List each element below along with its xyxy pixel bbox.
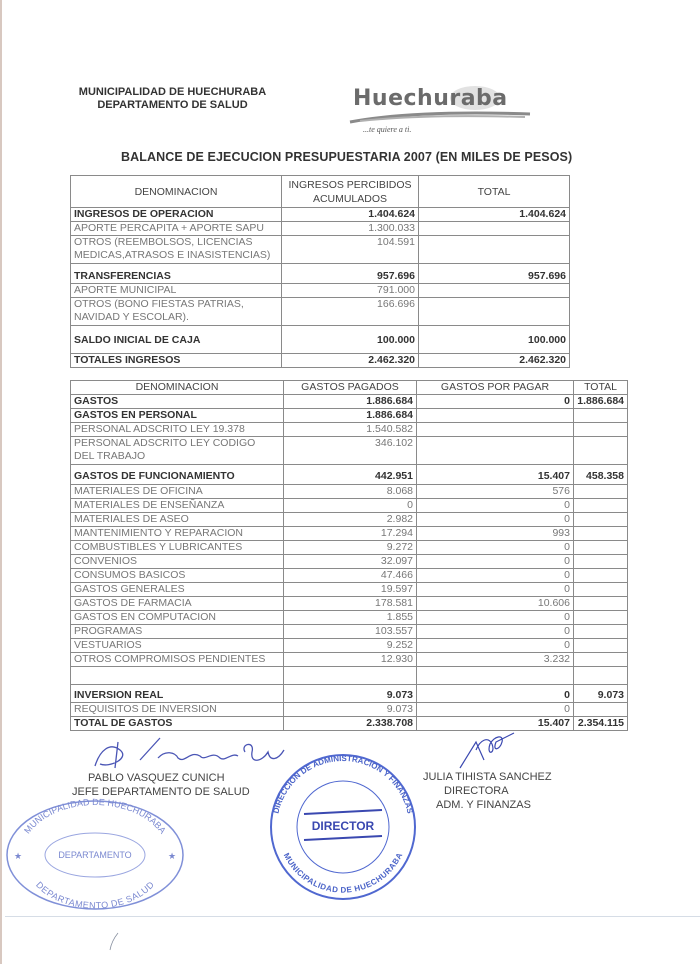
row-label-text: OTROS (REEMBOLSOS, LICENCIAS — [74, 236, 253, 248]
row-label-text: GASTOS GENERALES — [74, 583, 185, 595]
total-cell — [574, 499, 628, 513]
row-label-text: PERSONAL ADSCRITO LEY CODIGO — [74, 437, 256, 449]
percibidos-cell: 957.696 — [282, 264, 419, 284]
total-cell — [574, 555, 628, 569]
total-cell — [574, 527, 628, 541]
pagados-cell — [284, 667, 417, 685]
por-pagar-cell: 0 — [417, 703, 574, 717]
svg-text:DEPARTAMENTO DE SALUD — [34, 879, 156, 910]
row-label-text: APORTE PERCAPITA + APORTE SAPU — [74, 222, 264, 234]
svg-text:MUNICIPALIDAD DE HUECHURABA — [22, 798, 168, 836]
pen-mark — [108, 932, 120, 952]
column-header: INGRESOS PERCIBIDOS ACUMULADOS — [282, 176, 419, 208]
total-cell — [574, 569, 628, 583]
row-label-text-line2: DEL TRABAJO — [74, 450, 146, 462]
row-label-text: GASTOS — [74, 395, 119, 407]
total-cell: 1.886.684 — [574, 395, 628, 409]
total-cell: 9.073 — [574, 685, 628, 703]
row-label-text-line2: MEDICAS,ATRASOS E INASISTENCIAS) — [74, 249, 271, 261]
stamp-director-label: DIRECTOR — [311, 819, 375, 833]
row-label — [71, 597, 284, 611]
row-label-text: COMBUSTIBLES Y LUBRICANTES — [74, 541, 243, 553]
row-label-text: CONSUMOS BASICOS — [74, 569, 186, 581]
row-label-text: APORTE MUNICIPAL — [74, 284, 177, 296]
stamp-arc-top: MUNICIPALIDAD DE HUECHURABA — [22, 798, 168, 836]
gastos-row — [71, 541, 628, 555]
row-label — [71, 499, 284, 513]
stamp-arc-bottom: DEPARTAMENTO DE SALUD — [34, 879, 156, 911]
signer-left-name: PABLO VASQUEZ CUNICH — [88, 772, 225, 784]
signer-right-dept: ADM. Y FINANZAS — [436, 799, 531, 811]
row-label — [71, 236, 282, 264]
total-cell — [574, 485, 628, 499]
row-label — [71, 354, 282, 368]
ingresos-row — [71, 222, 570, 236]
org-header — [70, 86, 275, 112]
row-label — [71, 717, 284, 731]
row-label-text: PERSONAL ADSCRITO LEY 19.378 — [74, 423, 245, 435]
por-pagar-cell: 10.606 — [417, 597, 574, 611]
pagados-cell: 103.557 — [284, 625, 417, 639]
stamp-center-text: DEPARTAMENTO — [58, 850, 132, 860]
logo — [345, 82, 535, 137]
total-cell: 2.462.320 — [419, 354, 570, 368]
row-label — [71, 541, 284, 555]
row-label — [71, 298, 282, 326]
total-cell — [419, 222, 570, 236]
total-cell — [574, 653, 628, 667]
por-pagar-cell — [417, 423, 574, 437]
row-label-text: MATERIALES DE OFICINA — [74, 485, 203, 497]
row-label-text: VESTUARIOS — [74, 639, 142, 651]
row-label-text: INGRESOS DE OPERACION — [74, 208, 214, 220]
row-label — [71, 583, 284, 597]
row-label — [71, 653, 284, 667]
row-label — [71, 485, 284, 499]
por-pagar-cell: 0 — [417, 513, 574, 527]
director-stamp — [268, 742, 418, 912]
gastos-row — [71, 717, 628, 731]
percibidos-cell: 166.696 — [282, 298, 419, 326]
row-label-text: GASTOS EN COMPUTACION — [74, 611, 216, 623]
percibidos-cell: 104.591 — [282, 236, 419, 264]
percibidos-cell: 1.300.033 — [282, 222, 419, 236]
row-label — [71, 639, 284, 653]
total-cell — [574, 541, 628, 555]
row-label — [71, 409, 284, 423]
column-header: GASTOS PAGADOS — [284, 381, 417, 395]
row-label — [71, 264, 282, 284]
ingresos-row — [71, 208, 570, 222]
row-label — [71, 611, 284, 625]
row-label-text: TRANSFERENCIAS — [74, 270, 171, 282]
gastos-row — [71, 583, 628, 597]
por-pagar-cell: 0 — [417, 611, 574, 625]
pagados-cell: 178.581 — [284, 597, 417, 611]
row-label — [71, 284, 282, 298]
total-cell — [574, 437, 628, 465]
por-pagar-cell: 0 — [417, 541, 574, 555]
signer-left-role: JEFE DEPARTAMENTO DE SALUD — [72, 786, 250, 798]
gastos-row — [71, 409, 628, 423]
logo-tagline: ...te quiere a ti. — [363, 125, 412, 134]
column-header: DENOMINACION — [71, 381, 284, 395]
gastos-table — [70, 380, 628, 731]
stamp-arc-bottom: MUNICIPALIDAD DE HUECHURABA — [281, 851, 405, 895]
gastos-row — [71, 639, 628, 653]
pagados-cell: 2.982 — [284, 513, 417, 527]
row-label — [71, 437, 284, 465]
gastos-row — [71, 653, 628, 667]
pagados-cell: 1.886.684 — [284, 395, 417, 409]
row-label-text: OTROS (BONO FIESTAS PATRIAS, — [74, 298, 244, 310]
scan-artifact-line — [5, 916, 700, 917]
gastos-row — [71, 569, 628, 583]
row-label — [71, 395, 284, 409]
total-cell — [574, 639, 628, 653]
row-label-text: MATERIALES DE ASEO — [74, 513, 189, 525]
total-cell — [419, 298, 570, 326]
por-pagar-cell: 0 — [417, 583, 574, 597]
total-cell — [419, 284, 570, 298]
stamp-arc-top: DIRECCION DE ADMINISTRACION Y FINANZAS — [271, 753, 415, 815]
por-pagar-cell — [417, 437, 574, 465]
total-cell — [574, 513, 628, 527]
total-cell: 458.358 — [574, 465, 628, 485]
gastos-row — [71, 485, 628, 499]
row-label — [71, 703, 284, 717]
pagados-cell: 346.102 — [284, 437, 417, 465]
pagados-cell: 17.294 — [284, 527, 417, 541]
row-label-text: CONVENIOS — [74, 555, 138, 567]
page-title: BALANCE DE EJECUCION PRESUPUESTARIA 2007 (EN MILES DE PESOS) — [121, 150, 573, 164]
gastos-row — [71, 395, 628, 409]
total-cell — [574, 409, 628, 423]
gastos-row — [71, 465, 628, 485]
row-label-text: GASTOS DE FUNCIONAMIENTO — [74, 470, 235, 482]
signature-julia — [452, 732, 532, 770]
signer-right-name: JULIA TIHISTA SANCHEZ — [423, 771, 552, 783]
gastos-row — [71, 667, 628, 685]
pagados-cell: 9.073 — [284, 703, 417, 717]
por-pagar-cell: 0 — [417, 569, 574, 583]
total-cell — [574, 667, 628, 685]
row-label-text: GASTOS DE FARMACIA — [74, 597, 192, 609]
total-cell — [574, 625, 628, 639]
pagados-cell: 0 — [284, 499, 417, 513]
row-label-text: INVERSION REAL — [74, 689, 164, 701]
signer-right-role: DIRECTORA — [444, 785, 509, 797]
row-label-text: OTROS COMPROMISOS PENDIENTES — [74, 653, 266, 665]
logo-text: Huechuraba — [353, 86, 508, 111]
row-label — [71, 625, 284, 639]
pagados-cell: 9.073 — [284, 685, 417, 703]
por-pagar-cell: 0 — [417, 639, 574, 653]
row-label — [71, 569, 284, 583]
gastos-row — [71, 423, 628, 437]
ingresos-row — [71, 298, 570, 326]
gastos-header-row — [71, 381, 628, 395]
total-cell: 1.404.624 — [419, 208, 570, 222]
row-label-text: GASTOS EN PERSONAL — [74, 409, 197, 421]
por-pagar-cell: 0 — [417, 685, 574, 703]
gastos-row — [71, 685, 628, 703]
pagados-cell: 2.338.708 — [284, 717, 417, 731]
total-cell — [574, 583, 628, 597]
ingresos-row — [71, 354, 570, 368]
gastos-row — [71, 513, 628, 527]
row-label-text: REQUISITOS DE INVERSION — [74, 703, 217, 715]
total-cell — [574, 423, 628, 437]
total-cell — [574, 703, 628, 717]
pagados-cell: 442.951 — [284, 465, 417, 485]
gastos-row — [71, 555, 628, 569]
pagados-cell: 19.597 — [284, 583, 417, 597]
row-label — [71, 423, 284, 437]
pagados-cell: 47.466 — [284, 569, 417, 583]
pagados-cell: 1.886.684 — [284, 409, 417, 423]
por-pagar-cell: 993 — [417, 527, 574, 541]
row-label — [71, 555, 284, 569]
percibidos-cell: 2.462.320 — [282, 354, 419, 368]
row-label-text: MANTENIMIENTO Y REPARACION — [74, 527, 243, 539]
percibidos-cell: 100.000 — [282, 326, 419, 354]
por-pagar-cell: 576 — [417, 485, 574, 499]
gastos-row — [71, 611, 628, 625]
pagados-cell: 9.252 — [284, 639, 417, 653]
row-label-text: TOTALES INGRESOS — [74, 354, 181, 366]
pagados-cell: 1.855 — [284, 611, 417, 625]
logo-wave-icon — [345, 110, 535, 124]
por-pagar-cell — [417, 667, 574, 685]
row-label-text: MATERIALES DE ENSEÑANZA — [74, 499, 225, 511]
row-label — [71, 208, 282, 222]
ingresos-row — [71, 284, 570, 298]
pagados-cell: 1.540.582 — [284, 423, 417, 437]
row-label — [71, 326, 282, 354]
por-pagar-cell — [417, 409, 574, 423]
star-icon: ★ — [14, 851, 23, 861]
ingresos-row — [71, 326, 570, 354]
pagados-cell: 32.097 — [284, 555, 417, 569]
ingresos-header-row — [71, 176, 570, 208]
row-label-text: SALDO INICIAL DE CAJA — [74, 334, 201, 346]
por-pagar-cell: 0 — [417, 395, 574, 409]
row-label — [71, 513, 284, 527]
total-cell: 100.000 — [419, 326, 570, 354]
svg-text:DIRECCION DE ADMINISTRACION Y — [271, 754, 414, 815]
row-label-text-line2: NAVIDAD Y ESCOLAR). — [74, 311, 189, 323]
column-header: GASTOS POR PAGAR — [417, 381, 574, 395]
pagados-cell: 8.068 — [284, 485, 417, 499]
por-pagar-cell: 15.407 — [417, 717, 574, 731]
department-name: DEPARTAMENTO DE SALUD — [97, 99, 248, 111]
salud-stamp — [2, 798, 188, 912]
ingresos-table — [70, 175, 570, 368]
gastos-row — [71, 499, 628, 513]
por-pagar-cell: 3.232 — [417, 653, 574, 667]
gastos-row — [71, 597, 628, 611]
column-header: TOTAL — [574, 381, 628, 395]
org-name: MUNICIPALIDAD DE HUECHURABA — [78, 86, 267, 98]
por-pagar-cell: 0 — [417, 499, 574, 513]
row-label — [71, 222, 282, 236]
star-icon: ★ — [168, 851, 177, 861]
total-cell: 2.354.115 — [574, 717, 628, 731]
pagados-cell: 9.272 — [284, 541, 417, 555]
por-pagar-cell: 0 — [417, 555, 574, 569]
row-label — [71, 667, 284, 685]
ingresos-row — [71, 264, 570, 284]
total-cell — [574, 611, 628, 625]
row-label — [71, 685, 284, 703]
row-label-text: TOTAL DE GASTOS — [74, 717, 173, 729]
total-cell — [574, 597, 628, 611]
total-cell — [419, 236, 570, 264]
gastos-row — [71, 437, 628, 465]
por-pagar-cell: 15.407 — [417, 465, 574, 485]
row-label — [71, 465, 284, 485]
row-label — [71, 527, 284, 541]
percibidos-cell: 791.000 — [282, 284, 419, 298]
gastos-row — [71, 527, 628, 541]
por-pagar-cell: 0 — [417, 625, 574, 639]
gastos-row — [71, 625, 628, 639]
column-header: DENOMINACION — [71, 176, 282, 208]
column-header: TOTAL — [419, 176, 570, 208]
ingresos-row — [71, 236, 570, 264]
pagados-cell: 12.930 — [284, 653, 417, 667]
total-cell: 957.696 — [419, 264, 570, 284]
percibidos-cell: 1.404.624 — [282, 208, 419, 222]
gastos-row — [71, 703, 628, 717]
row-label-text: PROGRAMAS — [74, 625, 143, 637]
